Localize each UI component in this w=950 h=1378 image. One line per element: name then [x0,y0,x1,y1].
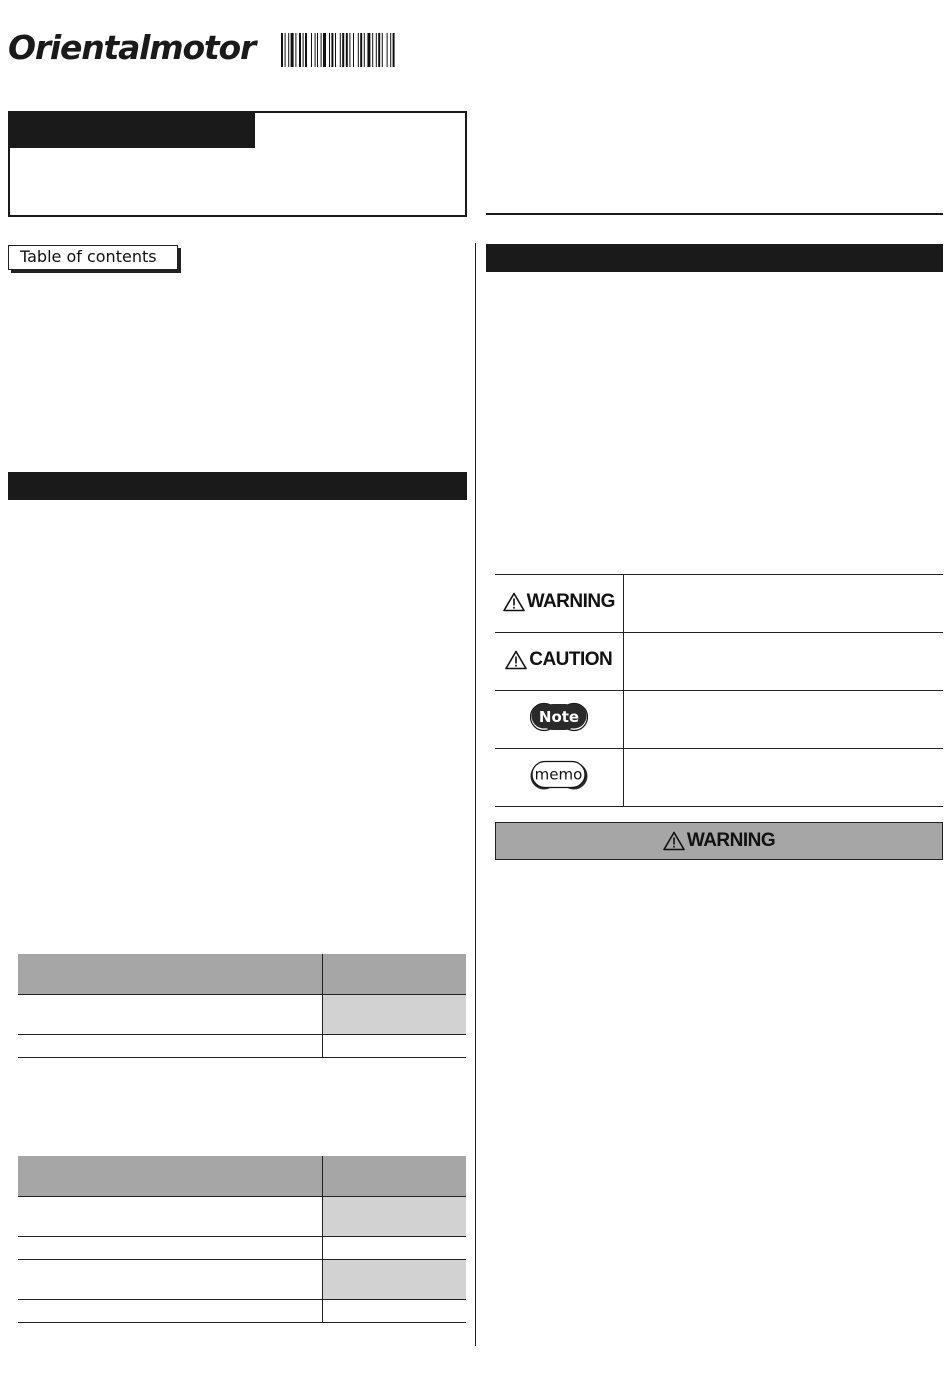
symbol-row-note [495,691,943,749]
warning-triangle-icon [663,831,685,851]
section-heading-bar [486,244,943,272]
note-label: Note [538,708,579,726]
spec-table-2 [18,1156,466,1323]
warning-triangle-icon [505,650,527,670]
table-row [18,1259,466,1299]
symbol-row-caution [495,633,943,691]
memo-label: memo [534,765,583,784]
table-row [18,994,466,1034]
symbol-row-warning [495,575,943,633]
symbol-row-memo [495,749,943,807]
table-row [18,1299,466,1322]
table-header-row [18,1156,466,1196]
warning-signal [503,591,615,613]
memo-badge-icon [530,759,588,791]
caution-signal [505,649,612,671]
warning-triangle-icon [503,592,525,612]
spec-table-1 [18,954,466,1058]
brand-logo: Orientalmotor [8,28,256,67]
table-of-contents-label: Table of contents [8,245,178,270]
warning-banner-label: WARNING [686,830,776,851]
title-bar [10,113,255,148]
column-divider [475,243,476,1346]
table-row [18,1196,466,1236]
document-title-box [8,111,467,217]
warning-banner [495,822,943,860]
warning-label: WARNING [526,590,615,612]
table-row [18,1236,466,1259]
header-rule [486,213,943,215]
section-heading-bar [8,472,467,500]
symbols-table [495,574,943,807]
note-badge-icon [530,701,588,733]
table-row [18,1034,466,1057]
barcode [281,33,439,67]
table-header-row [18,954,466,994]
caution-label: CAUTION [529,648,613,670]
